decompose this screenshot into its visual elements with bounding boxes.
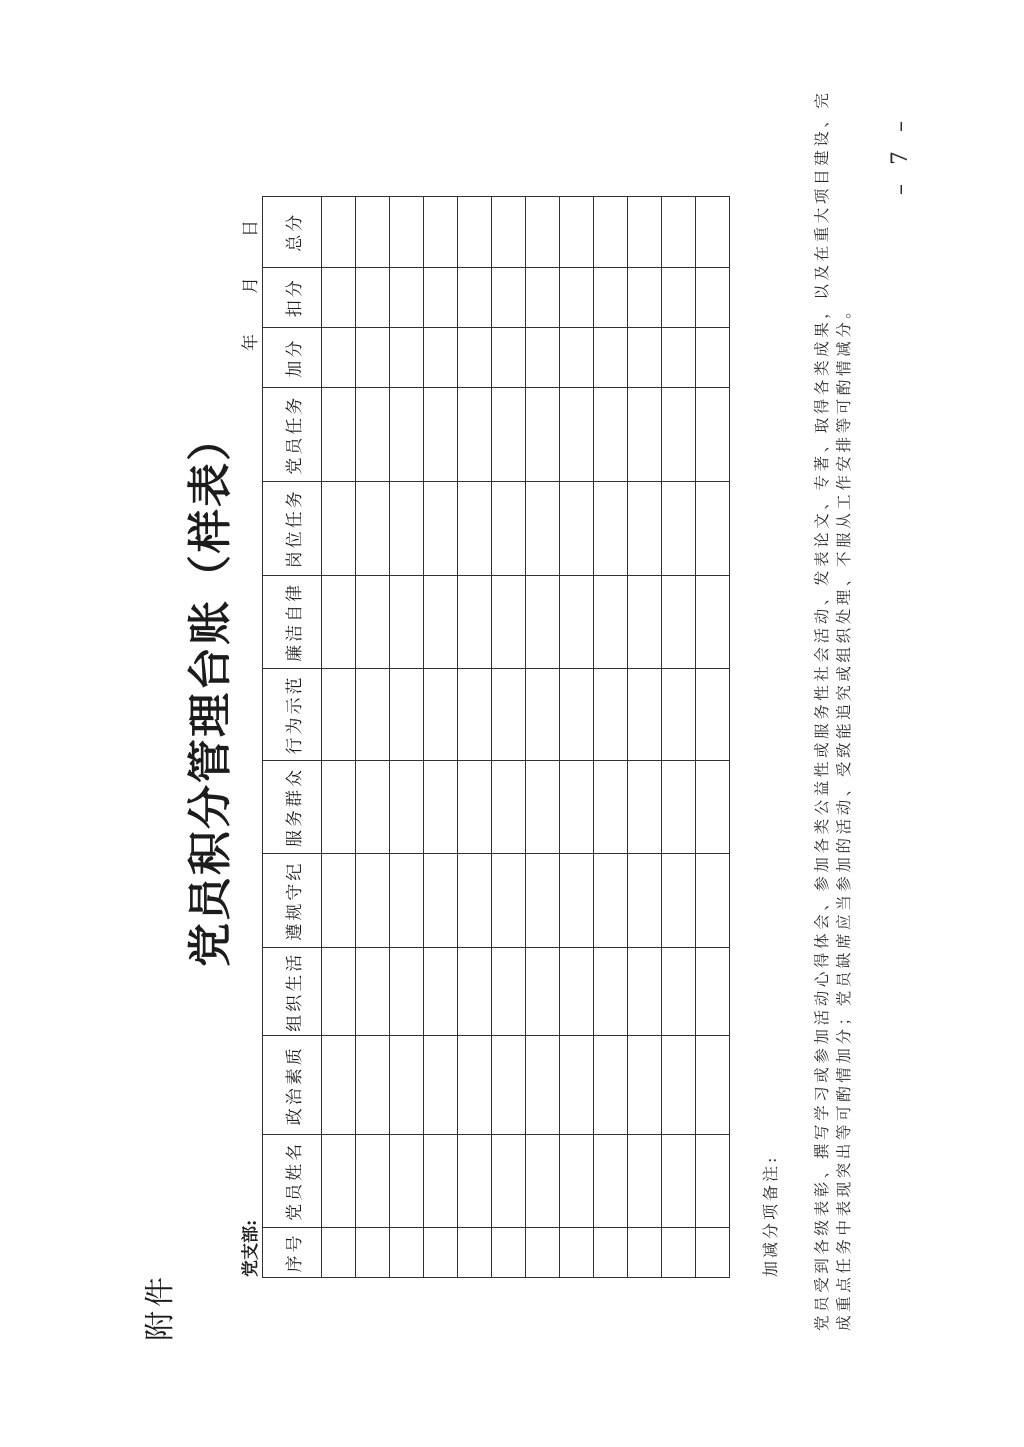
table-cell[interactable] bbox=[628, 575, 662, 669]
table-cell[interactable] bbox=[356, 388, 390, 482]
notes-heading: 加减分项备注: bbox=[761, 1154, 780, 1277]
table-cell[interactable] bbox=[662, 760, 696, 854]
table-cell[interactable] bbox=[594, 388, 628, 482]
table-cell[interactable] bbox=[526, 481, 560, 575]
table-cell[interactable] bbox=[492, 575, 526, 669]
table-cell[interactable] bbox=[628, 327, 662, 387]
table-cell[interactable] bbox=[594, 481, 628, 575]
table-cell[interactable] bbox=[526, 854, 560, 948]
table-cell[interactable] bbox=[424, 481, 458, 575]
table-header-row bbox=[263, 197, 322, 1278]
table-cell[interactable] bbox=[628, 1135, 662, 1228]
table-cell[interactable] bbox=[390, 669, 424, 761]
table-cell[interactable] bbox=[696, 669, 730, 761]
table-row bbox=[492, 197, 526, 1278]
page-number: – 7 – bbox=[888, 115, 913, 195]
table-cell[interactable] bbox=[458, 760, 492, 854]
table-row bbox=[390, 197, 424, 1278]
table-cell[interactable] bbox=[424, 575, 458, 669]
table-cell[interactable] bbox=[322, 669, 356, 761]
table-cell[interactable] bbox=[356, 197, 390, 268]
table-cell[interactable] bbox=[628, 197, 662, 268]
note-line-2: 成重点任务中表现突出等可酌情加分；党员缺席应当参加的活动、受致能追究或组织处理、不服从工作安排等可酌情减分。 bbox=[835, 299, 853, 1331]
table-cell[interactable] bbox=[628, 760, 662, 854]
table-cell[interactable] bbox=[628, 481, 662, 575]
table-cell[interactable] bbox=[560, 327, 594, 387]
table-cell[interactable] bbox=[424, 388, 458, 482]
table-cell[interactable] bbox=[560, 760, 594, 854]
table-cell[interactable] bbox=[662, 854, 696, 948]
column-header: 扣分 bbox=[263, 267, 322, 327]
table-cell[interactable] bbox=[662, 1227, 696, 1277]
table-cell[interactable] bbox=[356, 1135, 390, 1228]
table-cell[interactable] bbox=[458, 1036, 492, 1135]
points-ledger-table bbox=[262, 196, 730, 1278]
table-cell[interactable] bbox=[526, 1135, 560, 1228]
table-cell[interactable] bbox=[390, 197, 424, 268]
table-cell[interactable] bbox=[424, 267, 458, 327]
table-cell[interactable] bbox=[662, 327, 696, 387]
column-header: 序号 bbox=[263, 1227, 322, 1277]
table-cell[interactable] bbox=[492, 1227, 526, 1277]
table-cell[interactable] bbox=[424, 327, 458, 387]
table-cell[interactable] bbox=[390, 760, 424, 854]
table-cell[interactable] bbox=[458, 947, 492, 1036]
table-row bbox=[322, 197, 356, 1278]
table-cell[interactable] bbox=[322, 947, 356, 1036]
table-cell[interactable] bbox=[492, 481, 526, 575]
table-cell[interactable] bbox=[560, 1036, 594, 1135]
table-cell[interactable] bbox=[390, 1135, 424, 1228]
table-cell[interactable] bbox=[458, 1135, 492, 1228]
table-cell[interactable] bbox=[492, 327, 526, 387]
table-cell[interactable] bbox=[662, 669, 696, 761]
table-cell[interactable] bbox=[696, 267, 730, 327]
table-cell[interactable] bbox=[424, 1135, 458, 1228]
table-cell[interactable] bbox=[662, 197, 696, 268]
table-row bbox=[560, 197, 594, 1278]
table-cell[interactable] bbox=[492, 197, 526, 268]
table-cell[interactable] bbox=[594, 1135, 628, 1228]
table-row bbox=[594, 197, 628, 1278]
table-cell[interactable] bbox=[322, 760, 356, 854]
column-header: 组织生活 bbox=[263, 947, 322, 1036]
table-cell[interactable] bbox=[696, 327, 730, 387]
table-cell[interactable] bbox=[424, 947, 458, 1036]
table-cell[interactable] bbox=[594, 327, 628, 387]
table-cell[interactable] bbox=[696, 854, 730, 948]
table-cell[interactable] bbox=[356, 1227, 390, 1277]
table-cell[interactable] bbox=[492, 947, 526, 1036]
table-cell[interactable] bbox=[356, 854, 390, 948]
table-cell[interactable] bbox=[594, 854, 628, 948]
table-cell[interactable] bbox=[424, 1036, 458, 1135]
table-cell[interactable] bbox=[594, 760, 628, 854]
table-cell[interactable] bbox=[322, 267, 356, 327]
date-field bbox=[236, 218, 261, 351]
table-cell[interactable] bbox=[696, 575, 730, 669]
table-cell[interactable] bbox=[696, 1036, 730, 1135]
table-cell[interactable] bbox=[322, 388, 356, 482]
table-cell[interactable] bbox=[390, 854, 424, 948]
table-cell[interactable] bbox=[390, 947, 424, 1036]
table-cell[interactable] bbox=[458, 669, 492, 761]
table-cell[interactable] bbox=[356, 1036, 390, 1135]
table-row bbox=[526, 197, 560, 1278]
table-cell[interactable] bbox=[492, 760, 526, 854]
table-cell[interactable] bbox=[526, 1036, 560, 1135]
table-cell[interactable] bbox=[356, 947, 390, 1036]
table-cell[interactable] bbox=[696, 1227, 730, 1277]
table-row bbox=[628, 197, 662, 1278]
table-cell[interactable] bbox=[526, 327, 560, 387]
table-cell[interactable] bbox=[662, 1135, 696, 1228]
table-cell[interactable] bbox=[594, 947, 628, 1036]
table-cell[interactable] bbox=[390, 1227, 424, 1277]
column-header: 行为示范 bbox=[263, 669, 322, 761]
table-cell[interactable] bbox=[594, 197, 628, 268]
table-cell[interactable] bbox=[424, 760, 458, 854]
table-cell[interactable] bbox=[458, 854, 492, 948]
table-cell[interactable] bbox=[458, 197, 492, 268]
table-cell[interactable] bbox=[492, 267, 526, 327]
table-cell[interactable] bbox=[526, 388, 560, 482]
table-cell[interactable] bbox=[594, 1036, 628, 1135]
table-cell[interactable] bbox=[560, 1227, 594, 1277]
table-cell[interactable] bbox=[560, 481, 594, 575]
table-body bbox=[322, 197, 730, 1278]
column-header: 党员任务 bbox=[263, 388, 322, 482]
table-cell[interactable] bbox=[390, 575, 424, 669]
table-cell[interactable] bbox=[560, 197, 594, 268]
table-cell[interactable] bbox=[458, 267, 492, 327]
table-cell[interactable] bbox=[322, 1227, 356, 1277]
table-cell[interactable] bbox=[594, 267, 628, 327]
table-cell[interactable] bbox=[458, 327, 492, 387]
table-cell[interactable] bbox=[492, 1135, 526, 1228]
table-cell[interactable] bbox=[390, 327, 424, 387]
branch-label: 党支部: bbox=[241, 1219, 261, 1277]
date-month-label: 月 bbox=[241, 275, 261, 294]
table-cell[interactable] bbox=[356, 267, 390, 327]
table-cell[interactable] bbox=[696, 947, 730, 1036]
table-cell[interactable] bbox=[560, 669, 594, 761]
table-cell[interactable] bbox=[662, 1036, 696, 1135]
table-row bbox=[356, 197, 390, 1278]
table-cell[interactable] bbox=[662, 575, 696, 669]
table-cell[interactable] bbox=[322, 575, 356, 669]
table-cell[interactable] bbox=[390, 388, 424, 482]
note-line-1: 党员受到各级表彰、撰写学习或参加活动心得体会、参加各类公益性或服务性社会活动、发表论文、专著、取得各类成果，以及在重大项目建设、完 bbox=[813, 89, 831, 1331]
table-cell[interactable] bbox=[662, 388, 696, 482]
table-row bbox=[424, 197, 458, 1278]
table-cell[interactable] bbox=[628, 1036, 662, 1135]
table-cell[interactable] bbox=[628, 947, 662, 1036]
table-cell[interactable] bbox=[560, 1135, 594, 1228]
table-cell[interactable] bbox=[696, 760, 730, 854]
table-cell[interactable] bbox=[492, 669, 526, 761]
table-cell[interactable] bbox=[356, 575, 390, 669]
table-cell[interactable] bbox=[526, 1227, 560, 1277]
table-cell[interactable] bbox=[458, 388, 492, 482]
table-cell[interactable] bbox=[628, 854, 662, 948]
column-header: 党员姓名 bbox=[263, 1135, 322, 1228]
table-cell[interactable] bbox=[526, 669, 560, 761]
table-cell[interactable] bbox=[594, 1227, 628, 1277]
column-header: 政治素质 bbox=[263, 1036, 322, 1135]
table-cell[interactable] bbox=[322, 1036, 356, 1135]
table-cell[interactable] bbox=[696, 388, 730, 482]
table-cell[interactable] bbox=[322, 481, 356, 575]
table-cell[interactable] bbox=[424, 854, 458, 948]
page-title: 党员积分管理台账（样表） bbox=[185, 415, 236, 967]
column-header: 加分 bbox=[263, 327, 322, 387]
table-cell[interactable] bbox=[662, 267, 696, 327]
table-cell[interactable] bbox=[628, 669, 662, 761]
column-header: 服务群众 bbox=[263, 760, 322, 854]
attachment-label: 附件 bbox=[143, 1273, 178, 1341]
table-cell[interactable] bbox=[390, 481, 424, 575]
table-cell[interactable] bbox=[424, 669, 458, 761]
table-cell[interactable] bbox=[560, 388, 594, 482]
table-cell[interactable] bbox=[526, 947, 560, 1036]
table-cell[interactable] bbox=[628, 388, 662, 482]
table-cell[interactable] bbox=[696, 481, 730, 575]
table-cell[interactable] bbox=[526, 197, 560, 268]
date-day-label: 日 bbox=[241, 218, 261, 237]
table-cell[interactable] bbox=[322, 327, 356, 387]
table-cell[interactable] bbox=[526, 760, 560, 854]
date-year-label: 年 bbox=[241, 332, 261, 351]
table-row bbox=[696, 197, 730, 1278]
table-cell[interactable] bbox=[492, 1036, 526, 1135]
table-cell[interactable] bbox=[662, 947, 696, 1036]
table-cell[interactable] bbox=[526, 575, 560, 669]
table-cell[interactable] bbox=[458, 481, 492, 575]
table-cell[interactable] bbox=[356, 481, 390, 575]
table-cell[interactable] bbox=[628, 1227, 662, 1277]
table-cell[interactable] bbox=[458, 1227, 492, 1277]
table-cell[interactable] bbox=[628, 267, 662, 327]
table-row bbox=[458, 197, 492, 1278]
table-cell[interactable] bbox=[458, 575, 492, 669]
table-cell[interactable] bbox=[560, 575, 594, 669]
column-header: 总分 bbox=[263, 197, 322, 268]
table-cell[interactable] bbox=[526, 267, 560, 327]
table-cell[interactable] bbox=[322, 197, 356, 268]
table-cell[interactable] bbox=[560, 267, 594, 327]
table-cell[interactable] bbox=[696, 197, 730, 268]
table-row bbox=[662, 197, 696, 1278]
table-cell[interactable] bbox=[390, 267, 424, 327]
table-cell[interactable] bbox=[424, 1227, 458, 1277]
table-cell[interactable] bbox=[662, 481, 696, 575]
table-cell[interactable] bbox=[356, 327, 390, 387]
table-cell[interactable] bbox=[390, 1036, 424, 1135]
table-cell[interactable] bbox=[322, 1135, 356, 1228]
table-cell[interactable] bbox=[424, 197, 458, 268]
column-header: 廉洁自律 bbox=[263, 575, 322, 669]
table-cell[interactable] bbox=[322, 854, 356, 948]
column-header: 岗位任务 bbox=[263, 481, 322, 575]
table-cell[interactable] bbox=[356, 669, 390, 761]
table-cell[interactable] bbox=[560, 854, 594, 948]
table-cell[interactable] bbox=[594, 575, 628, 669]
table-cell[interactable] bbox=[492, 388, 526, 482]
column-header: 遵规守纪 bbox=[263, 854, 322, 948]
table-cell[interactable] bbox=[696, 1135, 730, 1228]
table-cell[interactable] bbox=[560, 947, 594, 1036]
table-cell[interactable] bbox=[594, 669, 628, 761]
table-cell[interactable] bbox=[492, 854, 526, 948]
table-cell[interactable] bbox=[356, 760, 390, 854]
